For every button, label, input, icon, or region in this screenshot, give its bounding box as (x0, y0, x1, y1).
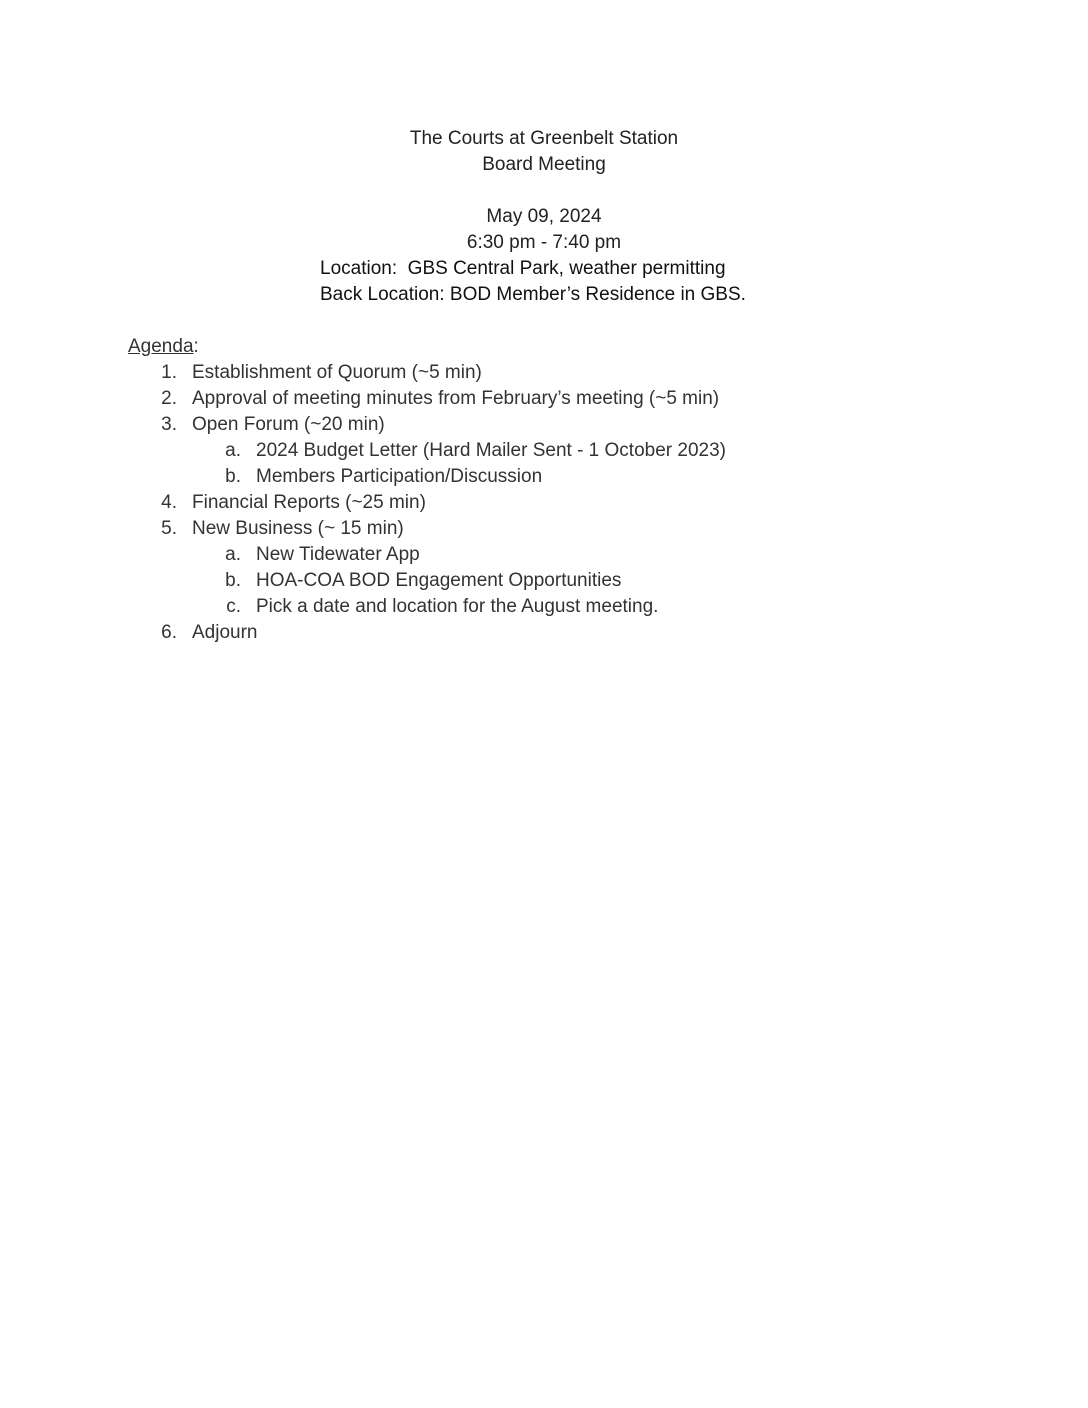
agenda-item-text: New Tidewater App (256, 544, 420, 565)
meeting-location: Location: GBS Central Park, weather permitting (320, 258, 726, 279)
agenda-item-text: Adjourn (192, 622, 258, 643)
agenda-item-number: 2. (161, 388, 177, 409)
agenda-heading-label: Agenda (128, 336, 194, 357)
agenda-item-number: 4. (161, 492, 177, 513)
agenda-item-text: 2024 Budget Letter (Hard Mailer Sent - 1 October 2023) (256, 440, 726, 461)
agenda-item (0, 386, 1088, 412)
organization-title: The Courts at Greenbelt Station (409, 128, 679, 149)
agenda-heading-colon: : (193, 336, 199, 357)
agenda-item-number: b. (225, 466, 241, 487)
agenda-item-text: Approval of meeting minutes from February’s meeting (~5 min) (192, 388, 720, 409)
agenda-subitem (0, 438, 1088, 464)
agenda-item-text: Pick a date and location for the August meeting. (256, 596, 659, 617)
agenda-item (0, 360, 1088, 386)
agenda-item-text: Members Participation/Discussion (256, 466, 543, 487)
meeting-type: Board Meeting (482, 154, 606, 175)
meeting-location-block (320, 256, 746, 308)
agenda-item (0, 490, 1088, 516)
agenda-item-text: New Business (~ 15 min) (192, 518, 404, 539)
agenda-item-text: Establishment of Quorum (~5 min) (192, 362, 482, 383)
agenda-item-number: a. (225, 544, 241, 565)
agenda-item-text: HOA-COA BOD Engagement Opportunities (256, 570, 622, 591)
agenda-item-number: c. (226, 596, 241, 617)
agenda-heading (128, 334, 199, 360)
agenda-item-number: 3. (161, 414, 177, 435)
agenda-item-number: b. (225, 570, 241, 591)
meeting-time: 6:30 pm - 7:40 pm (466, 232, 622, 253)
agenda-item-number: a. (225, 440, 241, 461)
agenda-item-number: 5. (161, 518, 177, 539)
agenda-item-number: 1. (161, 362, 177, 383)
agenda-item-text: Financial Reports (~25 min) (192, 492, 426, 513)
agenda-subitem (0, 594, 1088, 620)
agenda-item-number: 6. (161, 622, 177, 643)
agenda-item-text: Open Forum (~20 min) (192, 414, 385, 435)
document-header (0, 126, 1088, 178)
meeting-backup-location: Back Location: BOD Member’s Residence in GBS. (320, 284, 746, 305)
agenda-list (0, 360, 1088, 646)
agenda-subitem (0, 542, 1088, 568)
meeting-date: May 09, 2024 (486, 206, 602, 227)
meeting-datetime (0, 204, 1088, 256)
agenda-item (0, 516, 1088, 542)
agenda-item (0, 620, 1088, 646)
agenda-item (0, 412, 1088, 438)
agenda-subitem (0, 568, 1088, 594)
agenda-subitem (0, 464, 1088, 490)
